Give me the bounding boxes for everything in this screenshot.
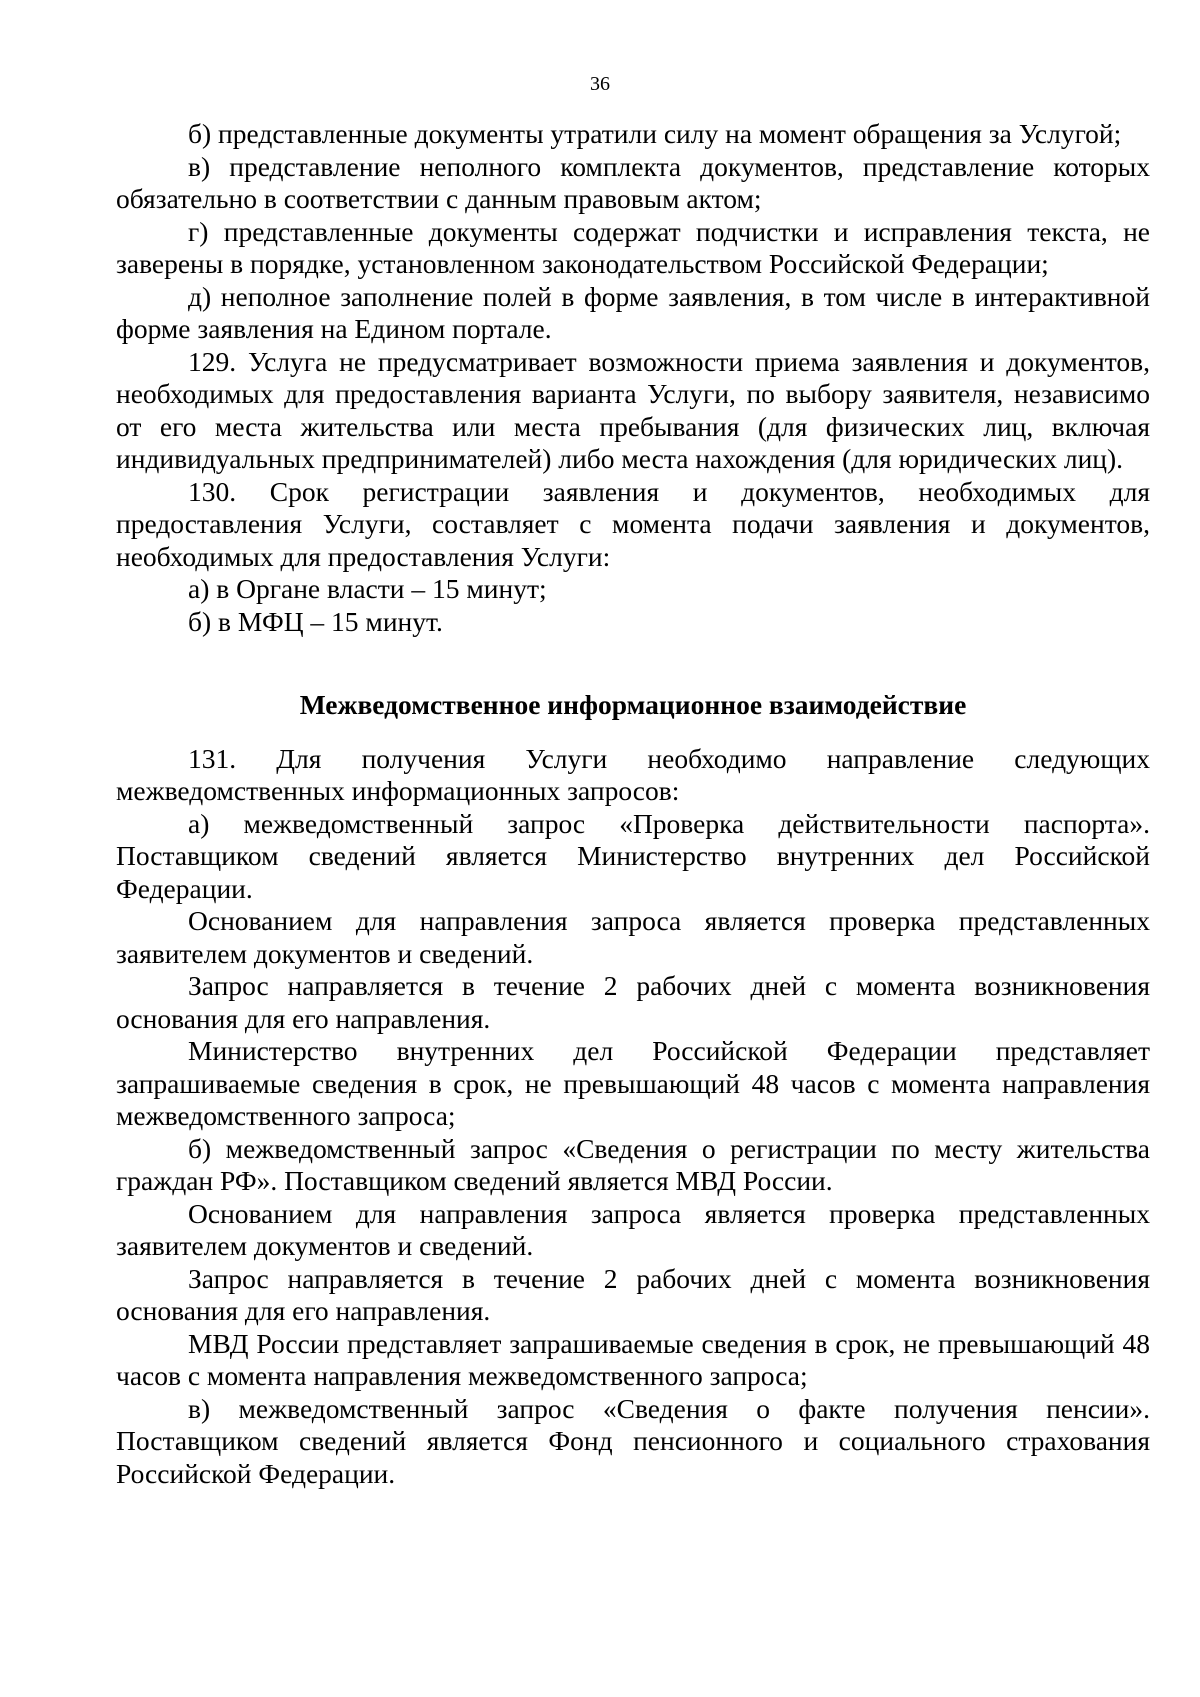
paragraph-deadline-2: Запрос направляется в течение 2 рабочих дней с момента возникновения основания для его направления. xyxy=(116,1262,1150,1326)
paragraph-130-item-a: а) в Органе власти – 15 минут; xyxy=(188,573,547,604)
paragraph-item-g-corrections: г) представленные документы содержат подчистки и исправления текста, не заверены в порядке, установленном законодательством Российской Федерации; xyxy=(116,215,1150,279)
paragraph-130-item-b: б) в МФЦ – 15 минут. xyxy=(188,605,443,637)
paragraph-item-d-incomplete-form: д) неполное заполнение полей в форме заявления, в том числе в интерактивной форме заявления на Едином портале. xyxy=(116,280,1150,344)
paragraph-basis-1: Основанием для направления запроса является проверка представленных заявителем документов и сведений. xyxy=(116,905,1150,969)
paragraph-item-b-expired: б) представленные документы утратили силу на момент обращения за Услугой; xyxy=(188,118,1122,149)
paragraph-129: 129. Услуга не предусматривает возможности приема заявления и документов, необходимых для предоставления варианта Услуги, по выбору заявителя, независимо от его места жительства или места пребывания (для физических лиц, включая индивидуальных предпринимателей) либо места нахождения (для юридических лиц). xyxy=(116,345,1150,474)
paragraph-response-2: МВД России представляет запрашиваемые сведения в срок, не превышающий 48 часов с момента направления межведомственного запроса; xyxy=(116,1327,1150,1391)
section-heading: Межведомственное информационное взаимодействие xyxy=(299,689,967,720)
paragraph-131-item-b: б) межведомственный запрос «Сведения о регистрации по месту жительства граждан РФ». Поставщиком сведений является МВД России. xyxy=(116,1132,1150,1196)
paragraph-deadline-1: Запрос направляется в течение 2 рабочих дней с момента возникновения основания для его направления. xyxy=(116,970,1150,1034)
page-number: 36 xyxy=(590,73,610,95)
paragraph-item-v-incomplete-set: в) представление неполного комплекта документов, представление которых обязательно в соответствии с данным правовым актом; xyxy=(116,150,1150,214)
paragraph-130: 130. Срок регистрации заявления и документов, необходимых для предоставления Услуги, составляет с момента подачи заявления и документов, необходимых для предоставления Услуги: xyxy=(116,475,1150,572)
document-body xyxy=(116,118,1150,1490)
paragraph-response-1: Министерство внутренних дел Российской Федерации представляет запрашиваемые сведения в срок, не превышающий 48 часов с момента направления межведомственного запроса; xyxy=(116,1035,1150,1131)
paragraph-131: 131. Для получения Услуги необходимо направление следующих межведомственных информационных запросов: xyxy=(116,742,1150,806)
paragraph-131-item-v: в) межведомственный запрос «Сведения о факте получения пенсии». Поставщиком сведений является Фонд пенсионного и социального страхования Российской Федерации. xyxy=(116,1392,1150,1489)
paragraph-131-item-a: а) межведомственный запрос «Проверка действительности паспорта». Поставщиком сведений является Министерство внутренних дел Российской Федерации. xyxy=(116,807,1150,904)
paragraph-basis-2: Основанием для направления запроса является проверка представленных заявителем документов и сведений. xyxy=(116,1197,1150,1261)
